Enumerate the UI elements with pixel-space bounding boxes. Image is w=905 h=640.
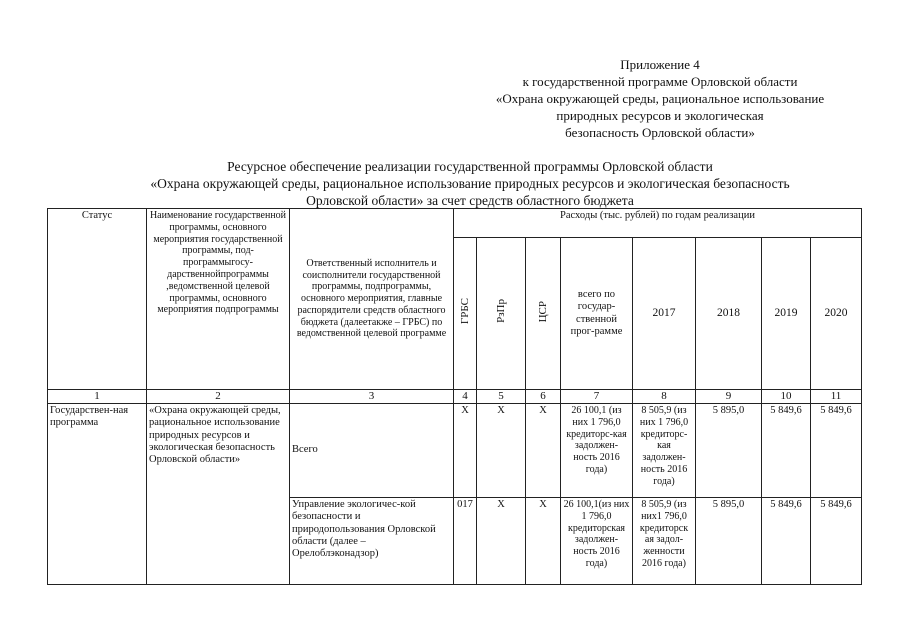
row-total: 26 100,1(из них 1 796,0 кредиторская задолжен-ность 2016 года) <box>561 498 633 585</box>
col-number: 3 <box>290 390 454 404</box>
col-number: 5 <box>477 390 526 404</box>
title-line: «Охрана окружающей среды, рациональное использование природных ресурсов и экологическая безопасность <box>150 176 790 191</box>
header-grbs-label: ГРБС <box>458 298 471 325</box>
row-2019: 5 849,6 <box>762 498 811 585</box>
appendix-line: безопасность Орловской области» <box>565 125 755 140</box>
row-csr: Х <box>526 498 561 585</box>
row-grbs: 017 <box>454 498 477 585</box>
header-total: всего по государ-ственной прог-рамме <box>561 238 633 390</box>
row-2019: 5 849,6 <box>762 404 811 498</box>
header-csr <box>526 238 561 390</box>
document-title <box>40 158 900 209</box>
row-rzpr: Х <box>477 498 526 585</box>
col-number: 11 <box>811 390 862 404</box>
header-grbs <box>454 238 477 390</box>
col-number: 8 <box>633 390 696 404</box>
table-row <box>48 404 862 498</box>
appendix-line: Приложение 4 <box>620 57 700 72</box>
title-line: Орловской области» за счет средств областного бюджета <box>306 193 634 208</box>
header-2018: 2018 <box>696 238 762 390</box>
col-number: 2 <box>147 390 290 404</box>
col-number: 6 <box>526 390 561 404</box>
header-rzpr <box>477 238 526 390</box>
row-executor: Управление экологичес-кой безопасности и природопользования Орловской области (далее – Орелоблэконадзор) <box>290 498 454 585</box>
header-executor: Ответственный исполнитель и соисполнители государственной программы, подпрограммы, основного мероприятия, главные распорядители средств областного бюджета (далеетакже – ГРБС) по ведомственной целевой программе <box>290 209 454 390</box>
row-total: 26 100,1 (из них 1 796,0 кредиторс-кая задолжен-ность 2016 года) <box>561 404 633 498</box>
row-2017: 8 505,9 (из них 1 796,0 кредиторс-кая задолжен-ность 2016 года) <box>633 404 696 498</box>
header-2019: 2019 <box>762 238 811 390</box>
row-2018: 5 895,0 <box>696 498 762 585</box>
col-number: 1 <box>48 390 147 404</box>
row-executor: Всего <box>290 404 454 498</box>
appendix-line: к государственной программе Орловской области <box>522 74 798 89</box>
header-2020: 2020 <box>811 238 862 390</box>
col-number: 7 <box>561 390 633 404</box>
row-status: Государствен-ная программа <box>48 404 147 585</box>
appendix-line: «Охрана окружающей среды, рациональное использование <box>495 91 825 106</box>
column-numbers-row <box>48 390 862 404</box>
row-program-name: «Охрана окружающей среды, рациональное использование природных ресурсов и экологическая безопасность Орловской области» <box>147 404 290 585</box>
header-rzpr-label: РзПр <box>494 299 507 324</box>
header-csr-label: ЦСР <box>536 300 549 323</box>
header-expenses: Расходы (тыс. рублей) по годам реализации <box>454 209 862 238</box>
appendix-heading <box>420 56 900 141</box>
row-csr: Х <box>526 404 561 498</box>
col-number: 4 <box>454 390 477 404</box>
row-2020: 5 849,6 <box>811 404 862 498</box>
header-2017: 2017 <box>633 238 696 390</box>
row-rzpr: Х <box>477 404 526 498</box>
col-number: 10 <box>762 390 811 404</box>
header-status: Статус <box>48 209 147 390</box>
row-2017: 8 505,9 (из них1 796,0 кредиторск ая задол-женности 2016 года) <box>633 498 696 585</box>
row-2018: 5 895,0 <box>696 404 762 498</box>
title-line: Ресурсное обеспечение реализации государственной программы Орловской области <box>227 159 713 174</box>
col-number: 9 <box>696 390 762 404</box>
row-grbs: Х <box>454 404 477 498</box>
header-name: Наименование государственной программы, основного мероприятия государственной программы, под-программыгосу-дарственнойпрограммы ,ведомственной целевой программы, основного мероприятия подпрограммы <box>147 209 290 390</box>
resource-table <box>47 208 862 585</box>
appendix-line: природных ресурсов и экологическая <box>556 108 764 123</box>
row-2020: 5 849,6 <box>811 498 862 585</box>
